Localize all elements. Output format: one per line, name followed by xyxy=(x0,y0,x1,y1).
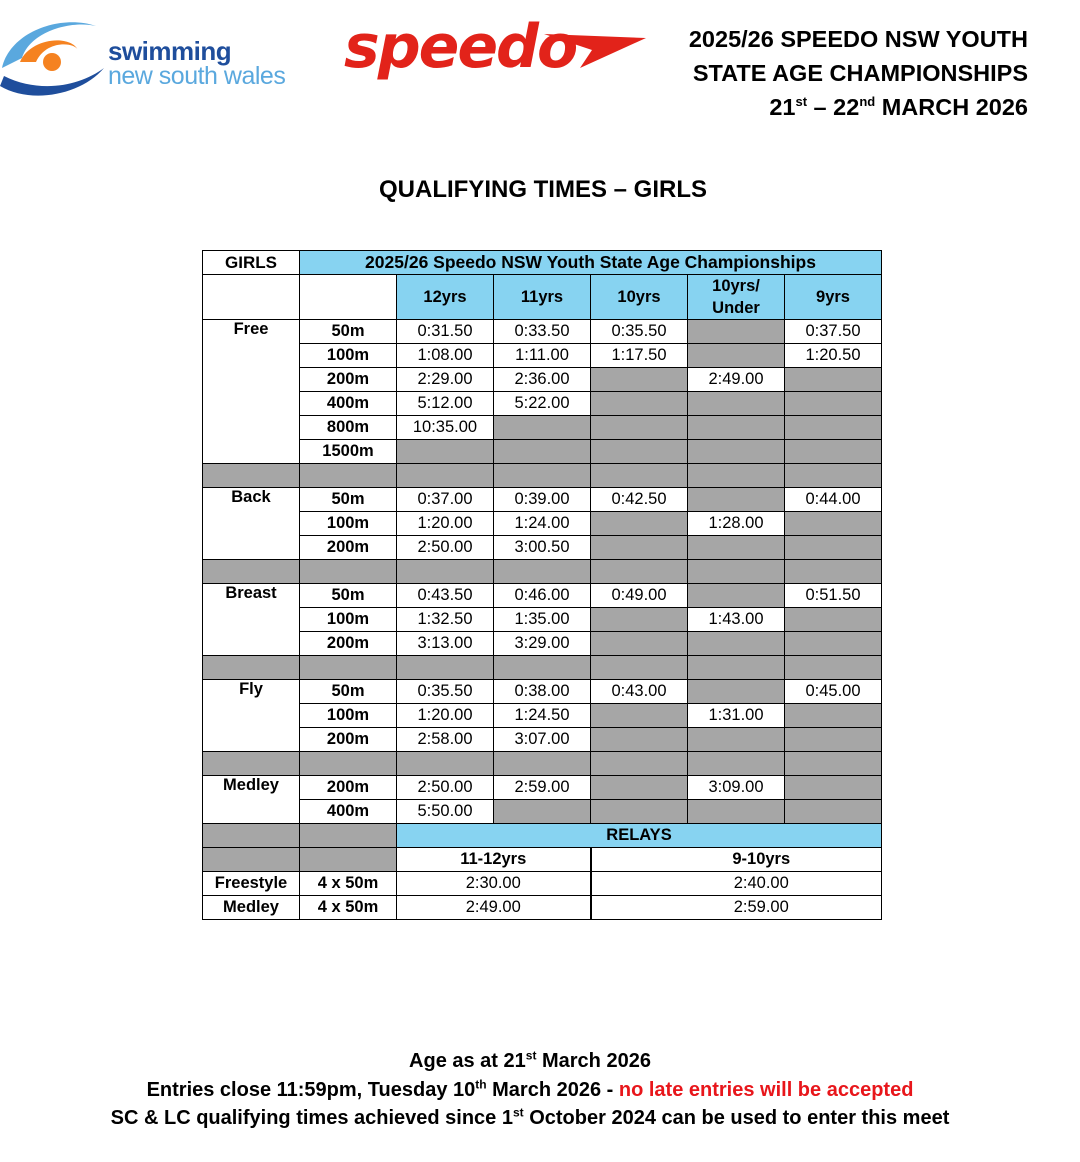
table-row xyxy=(203,536,882,560)
time-cell: 1:35.00 xyxy=(494,608,591,632)
na-cell xyxy=(688,416,785,440)
na-cell xyxy=(785,368,882,392)
na-cell xyxy=(785,800,882,824)
spacer-row xyxy=(203,752,882,776)
distance-cell: 50m xyxy=(300,680,397,704)
na-cell xyxy=(591,512,688,536)
stroke-label: Breast xyxy=(203,584,300,656)
table-row xyxy=(203,488,882,512)
time-cell: 0:44.00 xyxy=(785,488,882,512)
na-cell xyxy=(494,416,591,440)
relay-time: 2:49.00 xyxy=(397,896,591,920)
time-cell: 3:09.00 xyxy=(688,776,785,800)
na-cell xyxy=(785,512,882,536)
age-group-header: 9yrs xyxy=(785,275,882,320)
entries-note: Entries close 11:59pm, Tuesday 10th March 2026 - no late entries will be accepted xyxy=(146,1077,914,1101)
distance-cell: 200m xyxy=(300,632,397,656)
swimming-nsw-swirl-icon xyxy=(0,12,110,102)
time-cell: 1:24.50 xyxy=(494,704,591,728)
qualifying-period-note: SC & LC qualifying times achieved since 1st October 2024 can be used to enter this meet xyxy=(110,1105,950,1129)
time-cell: 3:13.00 xyxy=(397,632,494,656)
time-cell: 5:22.00 xyxy=(494,392,591,416)
na-cell xyxy=(494,800,591,824)
na-cell xyxy=(591,704,688,728)
time-cell: 2:36.00 xyxy=(494,368,591,392)
relay-group-header: 9-10yrs xyxy=(591,848,882,872)
spacer-row xyxy=(203,656,882,680)
relay-distance: 4 x 50m xyxy=(300,896,397,920)
na-cell xyxy=(785,728,882,752)
distance-cell: 400m xyxy=(300,392,397,416)
time-cell: 1:20.00 xyxy=(397,704,494,728)
event-title-line1: 2025/26 SPEEDO NSW YOUTH xyxy=(688,26,1028,52)
swimming-nsw-logo-line1: swimming xyxy=(108,36,232,66)
time-cell: 5:50.00 xyxy=(397,800,494,824)
table-row xyxy=(203,704,882,728)
distance-cell: 50m xyxy=(300,320,397,344)
relays-banner-row xyxy=(203,824,882,848)
na-cell xyxy=(688,632,785,656)
age-group-header: 10yrs/ Under xyxy=(688,275,785,320)
table-row xyxy=(203,392,882,416)
table-row xyxy=(203,728,882,752)
speedo-logo xyxy=(344,12,654,88)
time-cell: 0:46.00 xyxy=(494,584,591,608)
na-cell xyxy=(591,416,688,440)
distance-cell: 200m xyxy=(300,728,397,752)
spacer-row xyxy=(203,560,882,584)
table-row xyxy=(203,800,882,824)
relay-time: 2:30.00 xyxy=(397,872,591,896)
na-cell xyxy=(591,632,688,656)
table-row xyxy=(203,440,882,464)
empty-cell xyxy=(203,275,300,320)
time-cell: 0:38.00 xyxy=(494,680,591,704)
swimming-nsw-logo xyxy=(0,12,300,102)
time-cell: 2:58.00 xyxy=(397,728,494,752)
na-cell xyxy=(688,800,785,824)
time-cell: 0:43.00 xyxy=(591,680,688,704)
na-cell xyxy=(785,392,882,416)
time-cell: 2:59.00 xyxy=(494,776,591,800)
distance-cell: 200m xyxy=(300,536,397,560)
time-cell: 0:37.00 xyxy=(397,488,494,512)
time-cell: 2:29.00 xyxy=(397,368,494,392)
distance-cell: 50m xyxy=(300,584,397,608)
na-cell xyxy=(785,608,882,632)
na-cell xyxy=(688,488,785,512)
time-cell: 0:43.50 xyxy=(397,584,494,608)
time-cell: 1:17.50 xyxy=(591,344,688,368)
age-group-header: 12yrs xyxy=(397,275,494,320)
age-note: Age as at 21st March 2026 xyxy=(409,1048,651,1072)
table-row xyxy=(203,416,882,440)
relay-row xyxy=(203,896,882,920)
speedo-boomerang-icon xyxy=(540,30,650,70)
distance-cell: 200m xyxy=(300,776,397,800)
event-dates: 21st – 22nd MARCH 2026 xyxy=(769,94,1028,120)
time-cell: 0:33.50 xyxy=(494,320,591,344)
age-group-header: 10yrs xyxy=(591,275,688,320)
event-title-line2: STATE AGE CHAMPIONSHIPS xyxy=(692,60,1028,86)
time-cell: 1:20.50 xyxy=(785,344,882,368)
na-cell xyxy=(785,704,882,728)
na-cell xyxy=(785,416,882,440)
relay-groups-row xyxy=(203,848,882,872)
table-row xyxy=(203,368,882,392)
time-cell: 0:35.50 xyxy=(397,680,494,704)
time-cell: 0:31.50 xyxy=(397,320,494,344)
time-cell: 0:45.00 xyxy=(785,680,882,704)
na-cell xyxy=(688,536,785,560)
distance-cell: 50m xyxy=(300,488,397,512)
na-cell xyxy=(688,728,785,752)
na-cell xyxy=(688,392,785,416)
time-cell: 2:50.00 xyxy=(397,776,494,800)
swimming-nsw-logo-line2: new south wales xyxy=(108,62,286,90)
distance-cell: 100m xyxy=(300,512,397,536)
time-cell: 5:12.00 xyxy=(397,392,494,416)
table-row xyxy=(203,776,882,800)
time-cell: 0:51.50 xyxy=(785,584,882,608)
na-cell xyxy=(688,344,785,368)
time-cell: 2:50.00 xyxy=(397,536,494,560)
distance-cell: 100m xyxy=(300,344,397,368)
na-cell xyxy=(688,680,785,704)
relay-row xyxy=(203,872,882,896)
na-cell xyxy=(785,440,882,464)
stroke-label: Free xyxy=(203,320,300,464)
speedo-wordmark: speedo xyxy=(344,12,577,82)
time-cell: 1:11.00 xyxy=(494,344,591,368)
relay-distance: 4 x 50m xyxy=(300,872,397,896)
qualifying-times-table xyxy=(202,250,882,920)
na-cell xyxy=(688,584,785,608)
age-group-header-row xyxy=(203,275,882,320)
time-cell: 0:37.50 xyxy=(785,320,882,344)
age-group-header: 11yrs xyxy=(494,275,591,320)
na-cell xyxy=(591,728,688,752)
distance-cell: 100m xyxy=(300,608,397,632)
time-cell: 1:24.00 xyxy=(494,512,591,536)
event-title xyxy=(689,22,1028,124)
distance-cell: 1500m xyxy=(300,440,397,464)
na-cell xyxy=(785,776,882,800)
na-cell xyxy=(591,536,688,560)
na-cell xyxy=(591,800,688,824)
time-cell: 1:28.00 xyxy=(688,512,785,536)
time-cell: 0:49.00 xyxy=(591,584,688,608)
time-cell: 1:32.50 xyxy=(397,608,494,632)
relay-group-header: 11-12yrs xyxy=(397,848,591,872)
table-row xyxy=(203,584,882,608)
time-cell: 10:35.00 xyxy=(397,416,494,440)
time-cell: 3:07.00 xyxy=(494,728,591,752)
relay-stroke: Medley xyxy=(203,896,300,920)
na-cell xyxy=(591,776,688,800)
table-row xyxy=(203,512,882,536)
na-cell xyxy=(688,440,785,464)
na-cell xyxy=(785,536,882,560)
empty-cell xyxy=(300,275,397,320)
na-cell xyxy=(591,440,688,464)
time-cell: 1:31.00 xyxy=(688,704,785,728)
na-cell xyxy=(397,440,494,464)
time-cell: 2:49.00 xyxy=(688,368,785,392)
na-cell xyxy=(494,440,591,464)
table-row xyxy=(203,320,882,344)
relay-time: 2:40.00 xyxy=(591,872,882,896)
relays-banner: RELAYS xyxy=(397,824,882,848)
distance-cell: 100m xyxy=(300,704,397,728)
na-cell xyxy=(688,320,785,344)
table-row xyxy=(203,632,882,656)
na-cell xyxy=(785,632,882,656)
distance-cell: 800m xyxy=(300,416,397,440)
time-cell: 0:39.00 xyxy=(494,488,591,512)
table-row xyxy=(203,344,882,368)
time-cell: 3:29.00 xyxy=(494,632,591,656)
distance-cell: 200m xyxy=(300,368,397,392)
spacer-row xyxy=(203,464,882,488)
time-cell: 1:08.00 xyxy=(397,344,494,368)
distance-cell: 400m xyxy=(300,800,397,824)
time-cell: 0:42.50 xyxy=(591,488,688,512)
na-cell xyxy=(591,368,688,392)
stroke-label: Fly xyxy=(203,680,300,752)
page-title: QUALIFYING TIMES – GIRLS xyxy=(378,176,708,203)
na-cell xyxy=(591,608,688,632)
relay-stroke: Freestyle xyxy=(203,872,300,896)
table-row xyxy=(203,680,882,704)
na-cell xyxy=(591,392,688,416)
time-cell: 1:20.00 xyxy=(397,512,494,536)
corner-label: GIRLS xyxy=(203,251,300,275)
relay-time: 2:59.00 xyxy=(591,896,882,920)
table-banner-row xyxy=(203,251,882,275)
late-entries-warning: no late entries will be accepted xyxy=(618,1079,914,1101)
time-cell: 1:43.00 xyxy=(688,608,785,632)
time-cell: 0:35.50 xyxy=(591,320,688,344)
table-banner: 2025/26 Speedo NSW Youth State Age Championships xyxy=(300,251,882,275)
stroke-label: Medley xyxy=(203,776,300,824)
table-row xyxy=(203,608,882,632)
stroke-label: Back xyxy=(203,488,300,560)
time-cell: 3:00.50 xyxy=(494,536,591,560)
